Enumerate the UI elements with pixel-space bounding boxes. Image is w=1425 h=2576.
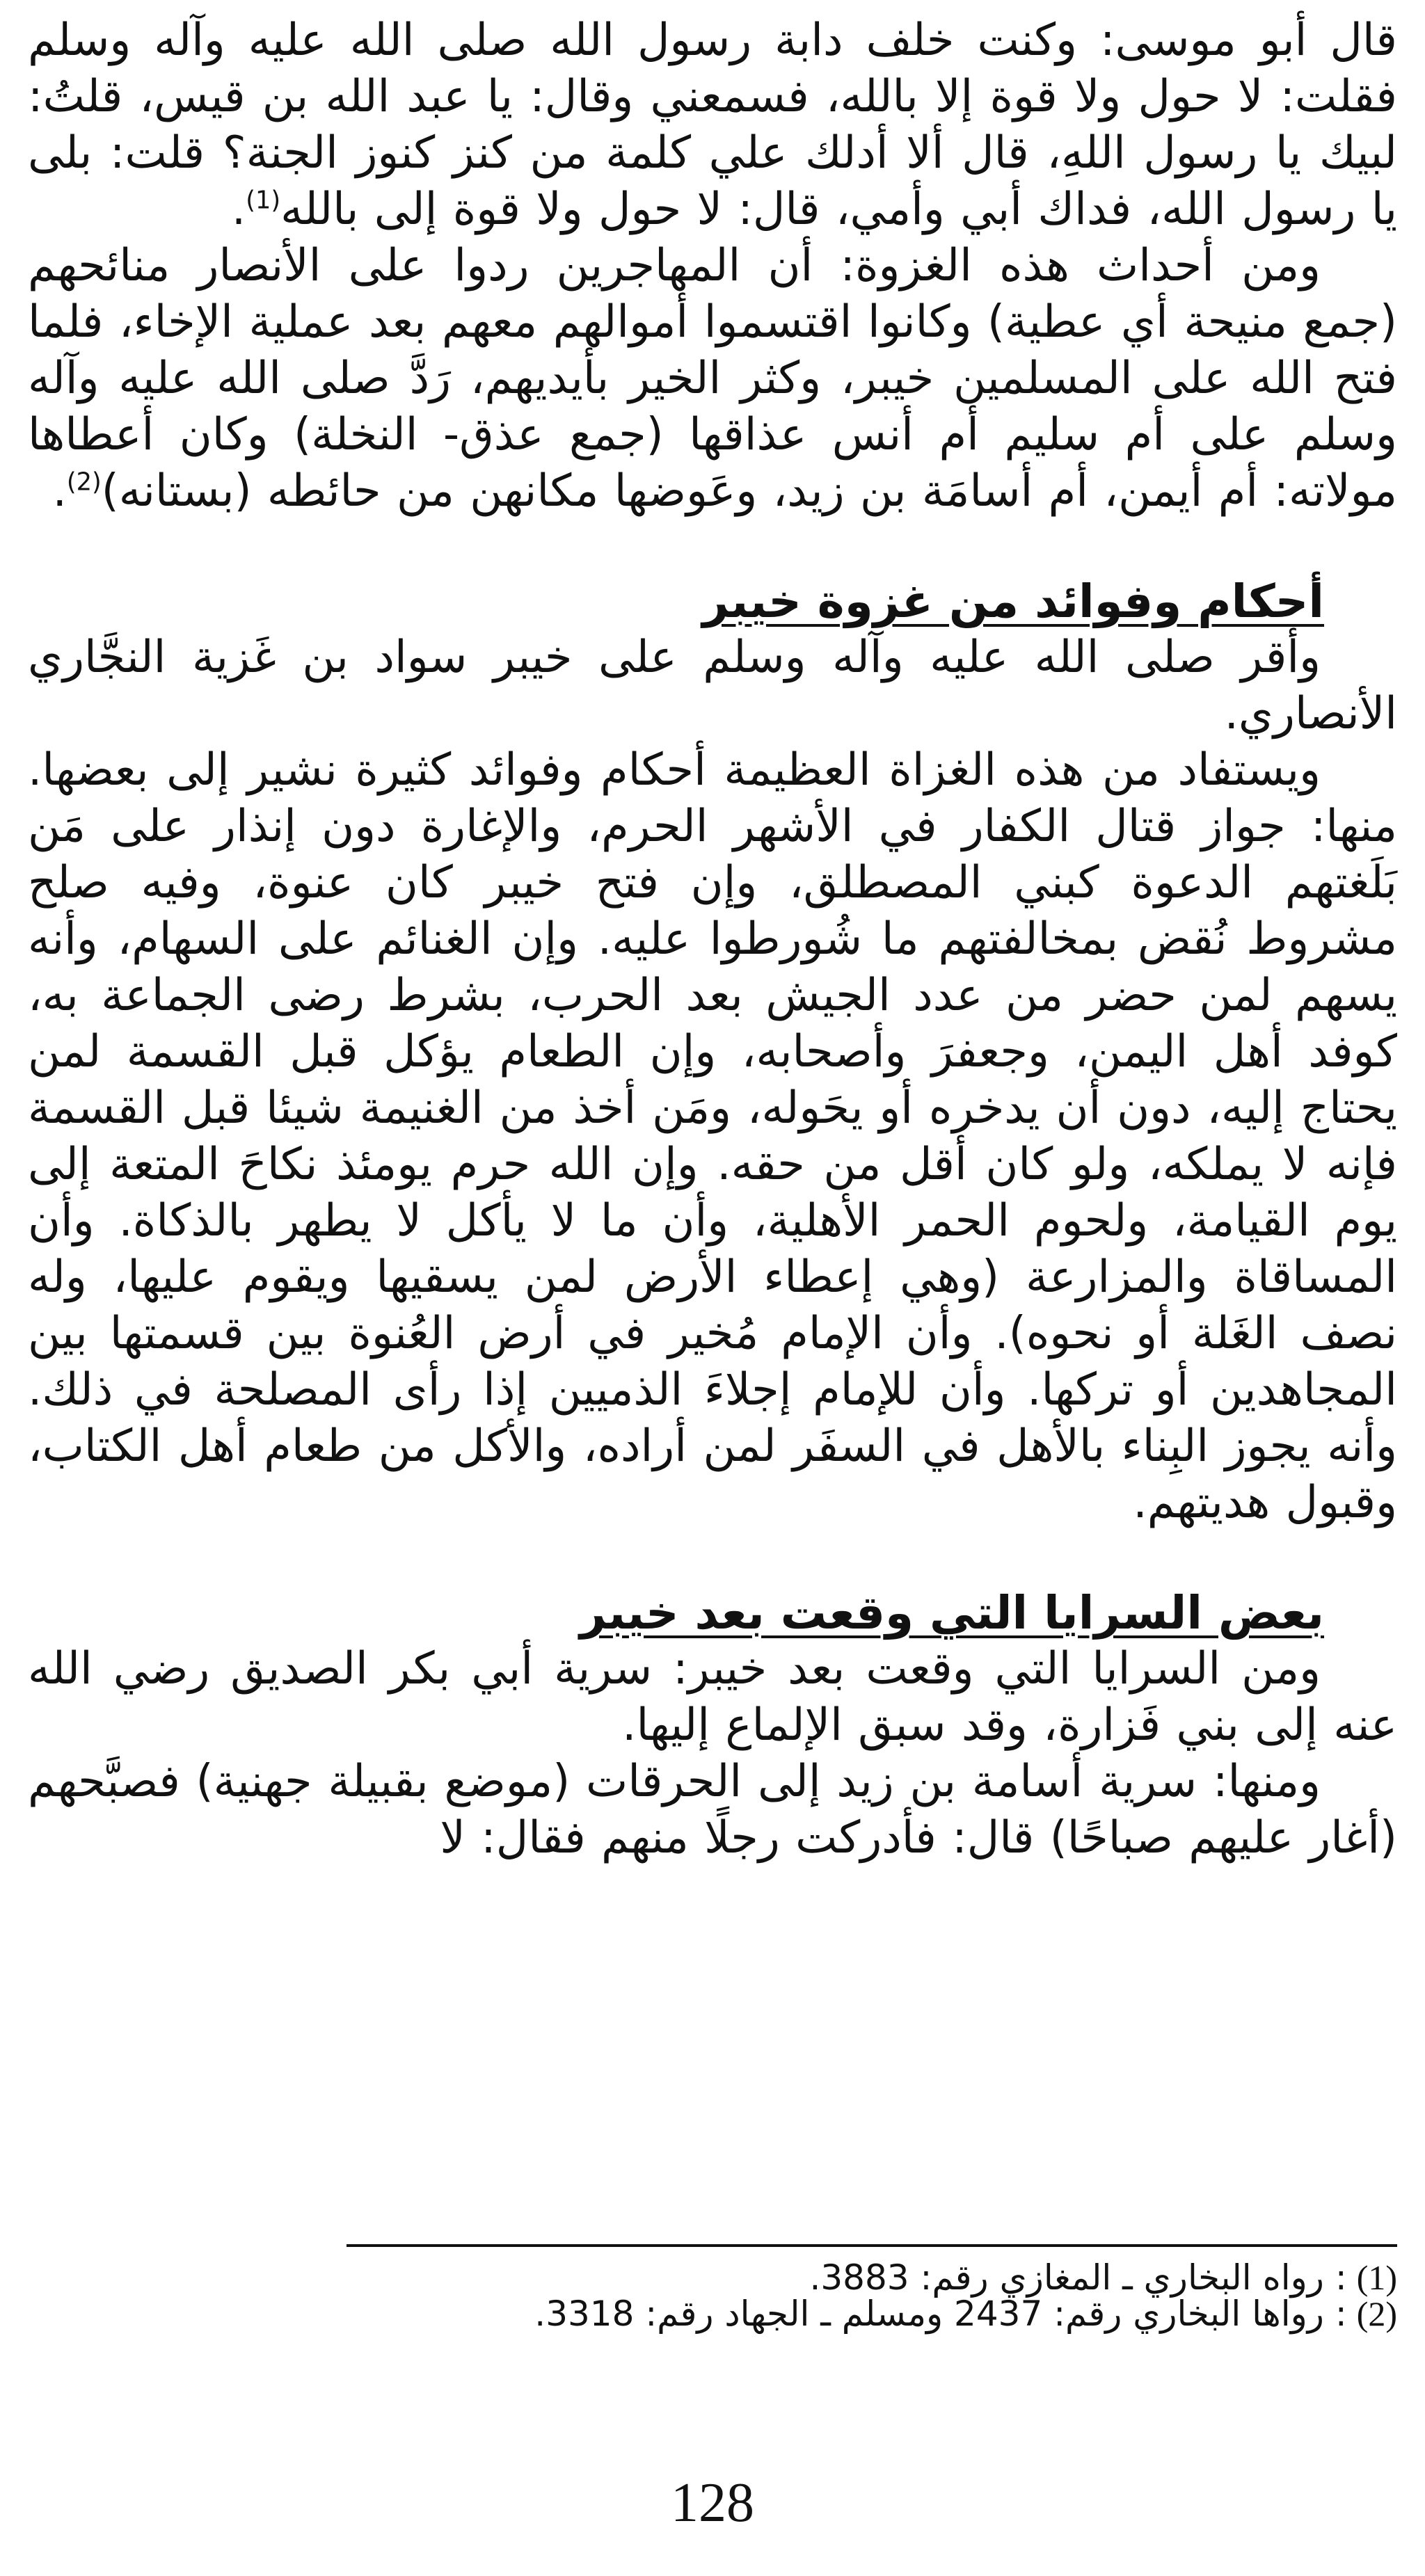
paragraph-muhajirin: ومن أحداث هذه الغزوة: أن المهاجرين ردوا على الأنصار منائحهم (جمع منيحة أي عطية) وكانوا اقتسموا أموالهم معهم بعد عملية الإخاء، فلما فتح الله على المسلمين خيبر، وكثر الخير بأيديهم، رَدَّ صلى الله عليه وآله وسلم على أم سليم أم أنس عذاقها (جمع عذق- النخلة) وكان أعطاها مولاته: أم أيمن، أم أسامَة بن زيد، وعَوضها مكانهن من حائطه (بستانه)$^{(2)}$. (28, 240, 1397, 517)
paragraph-abu-musa-text: قال أبو موسى: وكنت خلف دابة رسول الله صلى الله عليه وآله وسلم فقلت: لا حول ولا قوة إلا بالله، فسمعني وقال: يا عبد الله بن قيس، قلتُ: لبيك يا رسول اللهِ، قال ألا أدلك علي كلمة من كنز كنوز الجنة؟ قلت: بلى يا رسول الله، فداك أبي وأمي، قال: لا حول ولا قوة إلى بالله (28, 15, 1397, 235)
paragraph-muhajirin-text: ومن أحداث هذه الغزوة: أن المهاجرين ردوا على الأنصار منائحهم (جمع منيحة أي عطية) وكانوا اقتسموا أموالهم معهم بعد عملية الإخاء، فلما فتح الله على المسلمين خيبر، وكثر الخير بأيديهم، رَدَّ صلى الله عليه وآله وسلم على أم سليم أم أنس عذاقها (جمع عذق- النخلة) وكان أعطاها مولاته: أم أيمن، أم أسامَة بن زيد، وعَوضها مكانهن من حائطه (بستانه) (28, 240, 1397, 517)
page-body (28, 13, 1397, 1866)
footnotes (28, 2259, 1397, 2332)
footnote-divider (347, 2244, 1397, 2247)
footnote-ref-2: (2) (66, 467, 102, 497)
footnote-2-number: (2) (1356, 2294, 1397, 2333)
paragraph-sawad: وأقر صلى الله عليه وآله وسلم على خيبر سواد بن غَزية النجَّاري الأنصاري. (28, 632, 1397, 739)
footnote-1-number: (1) (1356, 2258, 1397, 2297)
footnote-1-text: : رواه البخاري ـ المغازي رقم: 3883. (809, 2257, 1347, 2298)
section-heading-rulings (28, 573, 1397, 630)
footnote-ref-1: (1) (246, 186, 281, 215)
paragraph-usama-expedition: ومنها: سرية أسامة بن زيد إلى الحرقات (موضع بقبيلة جهنية) فصبَّحهم (أغار عليهم صباحًا) قال: فأدركت رجلًا منهم فقال: لا (28, 1756, 1397, 1864)
paragraph-abu-bakr-expedition: ومن السرايا التي وقعت بعد خيبر: سرية أبي بكر الصديق رضي الله عنه إلى بني فَزارة، وقد سبق الإلماع إليها. (28, 1643, 1397, 1751)
footnote-2 (28, 2296, 1397, 2332)
page-number: 128 (671, 2472, 754, 2534)
section-heading-expeditions (28, 1585, 1397, 1641)
section-heading-expeditions-text: بعض السرايا التي وقعت بعد خيبر (580, 1586, 1324, 1640)
paragraph-rulings: ويستفاد من هذه الغزاة العظيمة أحكام وفوائد كثيرة نشير إلى بعضها. منها: جواز قتال الكفار في الأشهر الحرم، والإغارة دون إنذار على مَن بَلَغتهم الدعوة كبني المصطلق، وإن فتح خيبر كان عنوة، وفيه صلح مشروط نُقض بمخالفتهم ما شُورطوا عليه. وإن الغنائم على السهام، وأنه يسهم لمن حضر من عدد الجيش بعد الحرب، بشرط رضى الجماعة به، كوفد أهل اليمن، وجعفرَ وأصحابه، وإن الطعام يؤكل قبل القسمة لمن يحتاج إليه، دون أن يدخره أو يحَوله، ومَن أخذ من الغنيمة شيئا قبل القسمة فإنه لا يملكه، ولو كان أقل من حقه. وإن الله حرم يومئذ نكاحَ المتعة إلى يوم القيامة، ولحوم الحمر الأهلية، وأن ما لا يأكل لا يطهر بالذكاة. وأن المساقاة والمزارعة (وهي إعطاء الأرض لمن يسقيها ويقوم عليها، وله نصف الغَلة أو نحوه). وأن الإمام مُخير في أرض العُنوة بين قسمتها بين المجاهدين أو تركها. وأن للإمام إجلاءَ الذميين إذا رأى المصلحة في ذلك. وأنه يجوز البِناء بالأهل في السفَر لمن أراده، والأكل من طعام أهل الكتاب، وقبول هديتهم. (28, 744, 1397, 1528)
paragraph-abu-musa: قال أبو موسى: وكنت خلف دابة رسول الله صلى الله عليه وآله وسلم فقلت: لا حول ولا قوة إلا بالله، فسمعني وقال: يا عبد الله بن قيس، قلتُ: لبيك يا رسول اللهِ، قال ألا أدلك علي كلمة من كنز كنوز الجنة؟ قلت: بلى يا رسول الله، فداك أبي وأمي، قال: لا حول ولا قوة إلى بالله$^{(1)}$. (28, 15, 1397, 235)
footnote-1 (28, 2259, 1397, 2296)
footnote-2-text: : رواها البخاري رقم: 2437 ومسلم ـ الجهاد رقم: 3318. (534, 2294, 1347, 2334)
section-heading-rulings-text: أحكام وفوائد من غزوة خيبر (702, 575, 1324, 628)
